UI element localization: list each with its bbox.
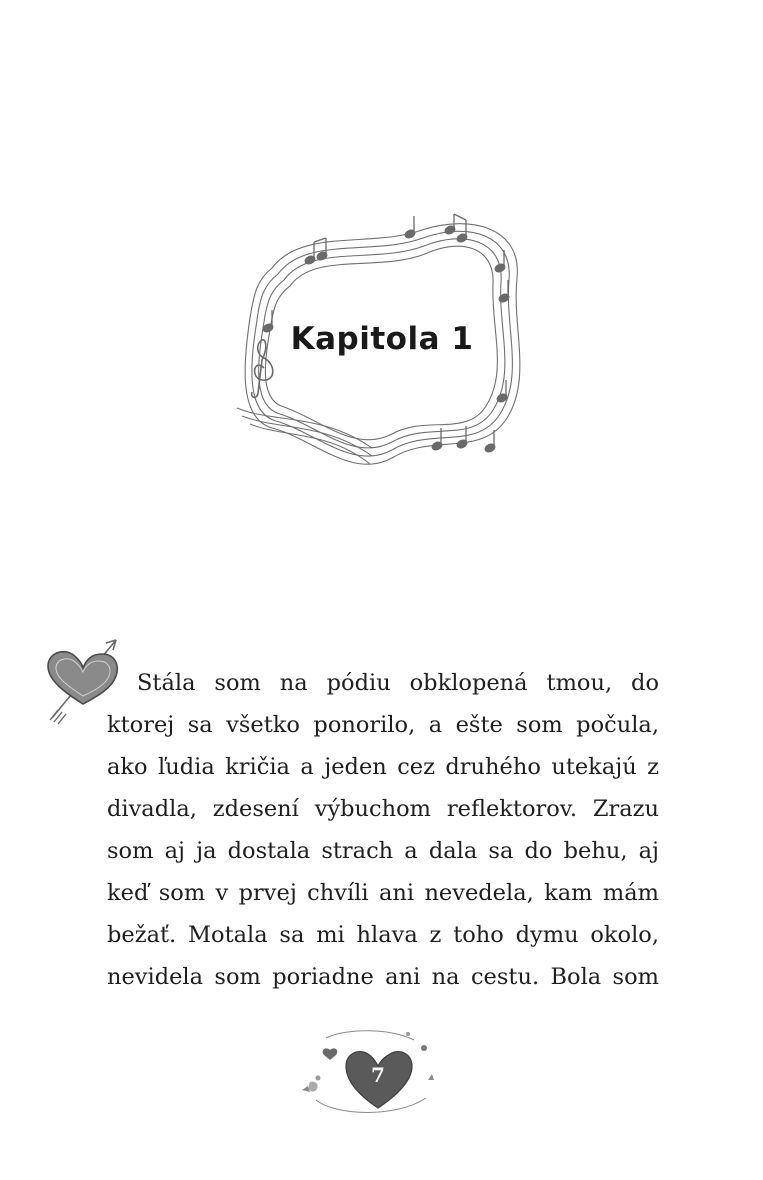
text-line: bežať. Motala sa mi hlava z toho dymu okolo, xyxy=(107,922,659,948)
text-line: divadla, zdesení výbuchom reflektorov. Zrazu xyxy=(107,796,659,822)
page-folio xyxy=(296,1020,438,1120)
text-line: nevidela som poriadne ani na cestu. Bola som xyxy=(107,964,659,990)
text-line: keď som v prvej chvíli ani nevedela, kam mám xyxy=(107,880,659,906)
chapter-heading xyxy=(232,208,532,483)
text-line: ako ľudia kričia a jeden cez druhého utekajú z xyxy=(107,754,659,780)
text-line: Stála som na pódiu obklopená tmou, do xyxy=(137,670,659,696)
chapter-title: Kapitola 1 xyxy=(290,321,474,357)
body-paragraph xyxy=(107,662,659,998)
text-line: ktorej sa všetko ponorilo, a ešte som počula, xyxy=(107,712,659,738)
page-number: 7 xyxy=(371,1063,385,1087)
text-line: som aj ja dostala strach a dala sa do behu, aj xyxy=(107,838,659,864)
